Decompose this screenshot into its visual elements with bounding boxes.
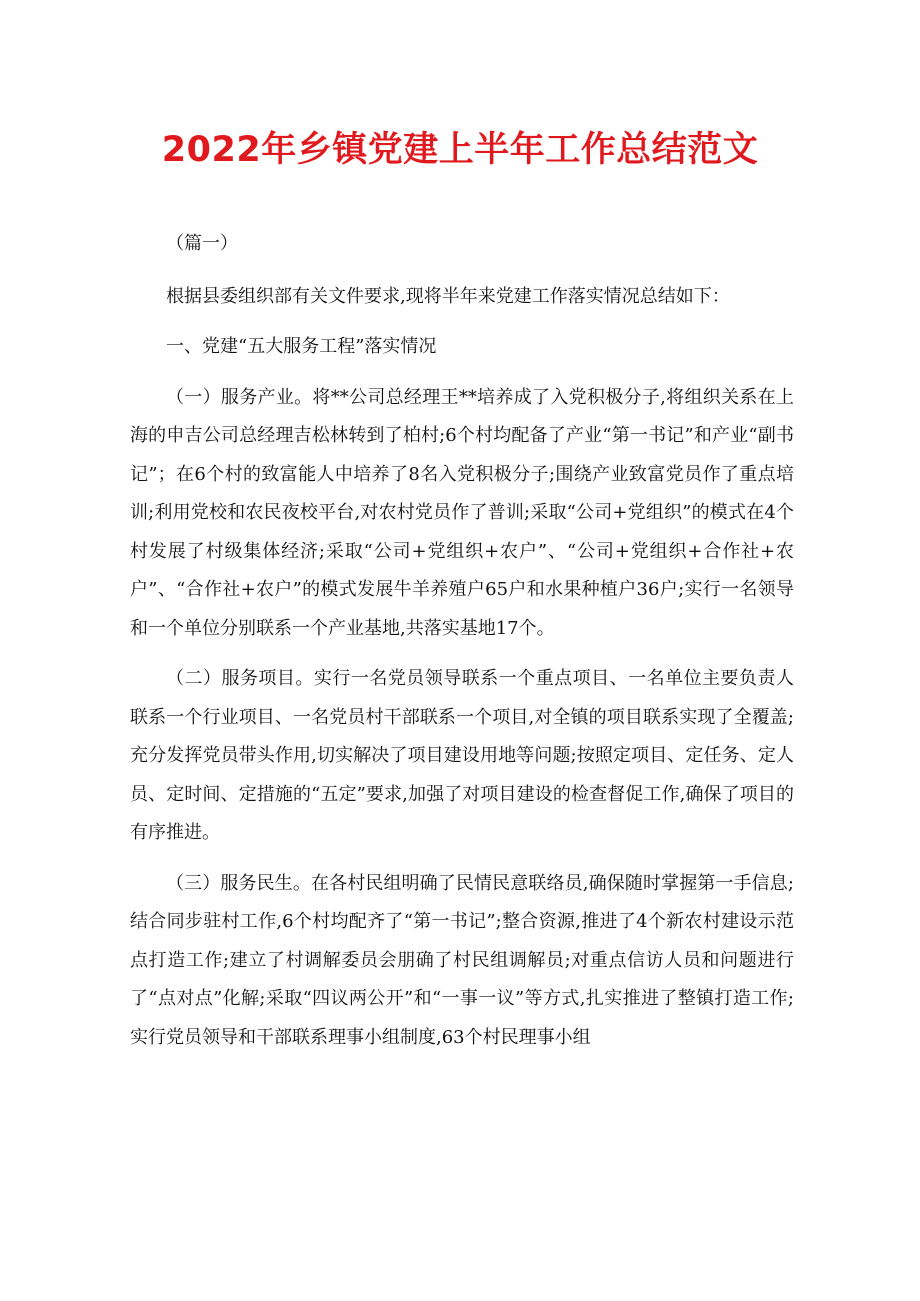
- section-marker: （篇一）: [166, 233, 238, 254]
- paragraph-service-projects: （二）服务项目。实行一名党员领导联系一个重点项目、一名单位主要负责人联系一个行业项目、一名党员村干部联系一个项目,对全镇的项目联系实现了全覆盖;充分发挥党员带头作用,切实解决了项目建设用地等问题;按照定项目、定任务、定人员、定时间、定措施的“五定”要求,加强了对项目建设的检查督促工作,确保了项目的有序推进。: [130, 668, 794, 843]
- intro-paragraph: 根据县委组织部有关文件要求,现将半年来党建工作落实情况总结如下：: [166, 285, 730, 307]
- document-title: 2022年乡镇党建上半年工作总结范文: [161, 130, 759, 170]
- paragraph-service-industry: （一）服务产业。将**公司总经理王**培养成了入党积极分子,将组织关系在上海的申吉公司总经理吉松林转到了柏村;6个村均配备了产业“第一书记”和产业“副书记”；在6个村的致富能人中培养了8名入党积极分子;围绕产业致富党员作了重点培训;利用党校和农民夜校平台,对农村党员作了普训;采取“公司+党组织”的模式在4个村发展了村级集体经济;采取“公司+党组织+农户”、“公司+党组织+合作社+农户”、“合作社+农户”的模式发展牛羊养殖户65户和水果种植户36户;实行一名领导和一个单位分别联系一个产业基地,共落实基地17个。: [130, 386, 794, 639]
- section-heading: 一、党建“五大服务工程”落实情况: [166, 336, 437, 357]
- paragraph-service-livelihood: （三）服务民生。在各村民组明确了民情民意联络员,确保随时掌握第一手信息;结合同步驻村工作,6个村均配齐了“第一书记”;整合资源,推进了4个新农村建设示范点打造工作;建立了村调解委员会朋确了村民组调解员;对重点信访人员和问题进行了“点对点”化解;采取“四议两公开”和“一事一议”等方式,扎实推进了整镇打造工作;实行党员领导和干部联系理事小组制度,63个村民理事小组: [130, 872, 794, 1048]
- document-body: [130, 225, 794, 1057]
